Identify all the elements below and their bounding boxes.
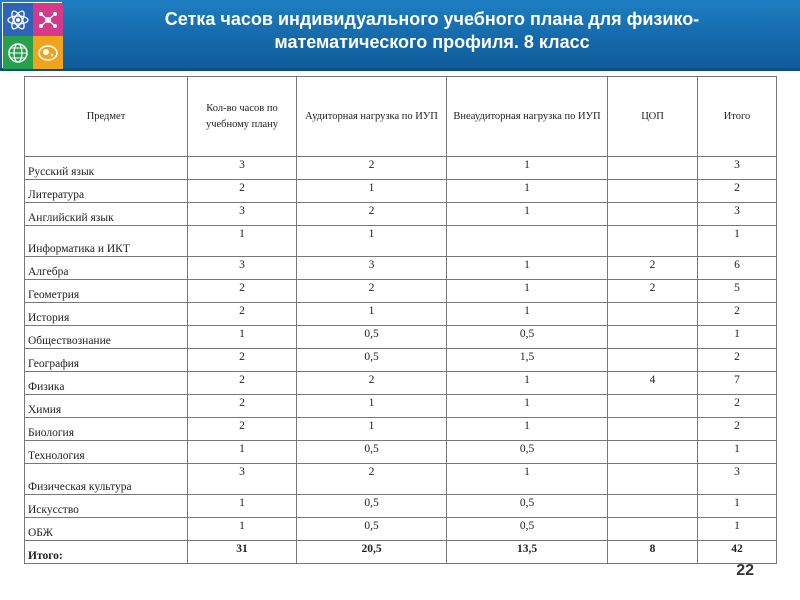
table-header-row bbox=[25, 77, 777, 157]
cell-subject: Геометрия bbox=[25, 280, 188, 303]
cell-plan-hours: 1 bbox=[188, 226, 297, 257]
cell-extracurricular-load: 1 bbox=[447, 203, 608, 226]
cell-extracurricular-load: 1 bbox=[447, 303, 608, 326]
cell-total: 2 bbox=[698, 303, 777, 326]
cell-classroom-load: 0,5 bbox=[297, 441, 447, 464]
table-row bbox=[25, 372, 777, 395]
slide-title bbox=[72, 8, 792, 54]
header-divider bbox=[0, 68, 800, 71]
table-row bbox=[25, 280, 777, 303]
cell-plan-hours: 2 bbox=[188, 418, 297, 441]
cell-cop bbox=[608, 226, 698, 257]
atom-icon bbox=[3, 3, 33, 36]
cell-plan-hours: 2 bbox=[188, 303, 297, 326]
cell-extracurricular-load: 1 bbox=[447, 280, 608, 303]
cell-classroom-load: 1 bbox=[297, 418, 447, 441]
cell-cop bbox=[608, 326, 698, 349]
cell-subject: Технология bbox=[25, 441, 188, 464]
cell-total: 1 bbox=[698, 441, 777, 464]
cell-total: 6 bbox=[698, 257, 777, 280]
cell-subject: Обществознание bbox=[25, 326, 188, 349]
curriculum-table bbox=[24, 76, 777, 564]
cell-classroom-load: 0,5 bbox=[297, 495, 447, 518]
cell-cop bbox=[608, 441, 698, 464]
cell-plan-hours: 1 bbox=[188, 495, 297, 518]
cell-extracurricular-load: 1 bbox=[447, 180, 608, 203]
cell-classroom-load: 20,5 bbox=[297, 541, 447, 564]
header-classroom-load: Аудиторная нагрузка по ИУП bbox=[297, 77, 447, 157]
table-row bbox=[25, 203, 777, 226]
cell-total: 1 bbox=[698, 518, 777, 541]
cell-plan-hours: 1 bbox=[188, 441, 297, 464]
header-total: Итого bbox=[698, 77, 777, 157]
cell-plan-hours: 2 bbox=[188, 395, 297, 418]
cell-extracurricular-load: 1,5 bbox=[447, 349, 608, 372]
cell-subject: Физическая культура bbox=[25, 464, 188, 495]
cell-classroom-load: 2 bbox=[297, 203, 447, 226]
cell-classroom-load: 1 bbox=[297, 395, 447, 418]
cell-classroom-load: 2 bbox=[297, 157, 447, 180]
cell-subject: Искусство bbox=[25, 495, 188, 518]
table-row bbox=[25, 257, 777, 280]
page-number: 22 bbox=[736, 562, 754, 579]
cell-total: 7 bbox=[698, 372, 777, 395]
cell-classroom-load: 3 bbox=[297, 257, 447, 280]
cell-subject: Итого: bbox=[25, 541, 188, 564]
cell-cop bbox=[608, 203, 698, 226]
cell-extracurricular-load: 1 bbox=[447, 418, 608, 441]
cell-total: 2 bbox=[698, 418, 777, 441]
cell-cop bbox=[608, 518, 698, 541]
header-cop: ЦОП bbox=[608, 77, 698, 157]
table-row bbox=[25, 464, 777, 495]
cell-extracurricular-load: 1 bbox=[447, 257, 608, 280]
cell-subject: Английский язык bbox=[25, 203, 188, 226]
table-total-row bbox=[25, 541, 777, 564]
cell-extracurricular-load: 1 bbox=[447, 395, 608, 418]
cell-plan-hours: 3 bbox=[188, 257, 297, 280]
cell-classroom-load: 2 bbox=[297, 372, 447, 395]
cell-extracurricular-load: 13,5 bbox=[447, 541, 608, 564]
cell-subject: История bbox=[25, 303, 188, 326]
cell-total: 3 bbox=[698, 203, 777, 226]
cell-cop bbox=[608, 395, 698, 418]
cell-total: 42 bbox=[698, 541, 777, 564]
cell-plan-hours: 2 bbox=[188, 372, 297, 395]
cell-cop bbox=[608, 495, 698, 518]
cell-total: 2 bbox=[698, 180, 777, 203]
cell-plan-hours: 2 bbox=[188, 180, 297, 203]
cell-total: 5 bbox=[698, 280, 777, 303]
cell-total: 1 bbox=[698, 495, 777, 518]
table-row bbox=[25, 418, 777, 441]
cell-total: 3 bbox=[698, 464, 777, 495]
cell-total: 3 bbox=[698, 157, 777, 180]
cell-plan-hours: 3 bbox=[188, 464, 297, 495]
cell-total: 2 bbox=[698, 349, 777, 372]
cell-subject: Алгебра bbox=[25, 257, 188, 280]
cell-cop: 2 bbox=[608, 257, 698, 280]
cell-plan-hours: 1 bbox=[188, 326, 297, 349]
cell-classroom-load: 2 bbox=[297, 280, 447, 303]
cell-classroom-load: 1 bbox=[297, 180, 447, 203]
dna-molecule-icon bbox=[33, 3, 63, 36]
cell-plan-hours: 3 bbox=[188, 157, 297, 180]
cell-cop: 8 bbox=[608, 541, 698, 564]
cell-extracurricular-load: 0,5 bbox=[447, 326, 608, 349]
cell-cop bbox=[608, 464, 698, 495]
cell-subject: Химия bbox=[25, 395, 188, 418]
cell-plan-hours: 2 bbox=[188, 349, 297, 372]
cell-icon bbox=[33, 36, 63, 69]
table-row bbox=[25, 395, 777, 418]
cell-total: 1 bbox=[698, 326, 777, 349]
cell-subject: Биология bbox=[25, 418, 188, 441]
table-row bbox=[25, 157, 777, 180]
cell-cop bbox=[608, 303, 698, 326]
cell-extracurricular-load: 1 bbox=[447, 157, 608, 180]
cell-subject: Физика bbox=[25, 372, 188, 395]
table-row bbox=[25, 226, 777, 257]
cell-total: 1 bbox=[698, 226, 777, 257]
table-row bbox=[25, 180, 777, 203]
cell-cop bbox=[608, 349, 698, 372]
globe-icon bbox=[3, 36, 33, 69]
cell-plan-hours: 3 bbox=[188, 203, 297, 226]
cell-classroom-load: 0,5 bbox=[297, 349, 447, 372]
cell-cop bbox=[608, 180, 698, 203]
table-row bbox=[25, 303, 777, 326]
cell-classroom-load: 0,5 bbox=[297, 326, 447, 349]
header-subject: Предмет bbox=[25, 77, 188, 157]
cell-subject: Информатика и ИКТ bbox=[25, 226, 188, 257]
header-plan-hours: Кол-во часов по учебному плану bbox=[188, 77, 297, 157]
cell-plan-hours: 2 bbox=[188, 280, 297, 303]
cell-cop: 4 bbox=[608, 372, 698, 395]
slide-title-line-1: Сетка часов индивидуального учебного плана для физико- bbox=[164, 9, 700, 29]
cell-extracurricular-load: 1 bbox=[447, 464, 608, 495]
cell-extracurricular-load bbox=[447, 226, 608, 257]
cell-total: 2 bbox=[698, 395, 777, 418]
cell-subject: География bbox=[25, 349, 188, 372]
cell-extracurricular-load: 1 bbox=[447, 372, 608, 395]
subject-logo bbox=[2, 2, 62, 68]
cell-subject: Литература bbox=[25, 180, 188, 203]
cell-subject: Русский язык bbox=[25, 157, 188, 180]
cell-extracurricular-load: 0,5 bbox=[447, 518, 608, 541]
table-row bbox=[25, 349, 777, 372]
cell-classroom-load: 1 bbox=[297, 303, 447, 326]
table-row bbox=[25, 495, 777, 518]
slide-title-line-2: математического профиля. 8 класс bbox=[274, 32, 590, 52]
cell-extracurricular-load: 0,5 bbox=[447, 495, 608, 518]
cell-plan-hours: 1 bbox=[188, 518, 297, 541]
cell-subject: ОБЖ bbox=[25, 518, 188, 541]
cell-classroom-load: 1 bbox=[297, 226, 447, 257]
cell-classroom-load: 2 bbox=[297, 464, 447, 495]
cell-classroom-load: 0,5 bbox=[297, 518, 447, 541]
cell-cop bbox=[608, 157, 698, 180]
cell-plan-hours: 31 bbox=[188, 541, 297, 564]
cell-extracurricular-load: 0,5 bbox=[447, 441, 608, 464]
cell-cop: 2 bbox=[608, 280, 698, 303]
cell-cop bbox=[608, 418, 698, 441]
header-extracurricular-load: Внеаудиторная нагрузка по ИУП bbox=[447, 77, 608, 157]
table-row bbox=[25, 441, 777, 464]
table-row bbox=[25, 326, 777, 349]
table-row bbox=[25, 518, 777, 541]
